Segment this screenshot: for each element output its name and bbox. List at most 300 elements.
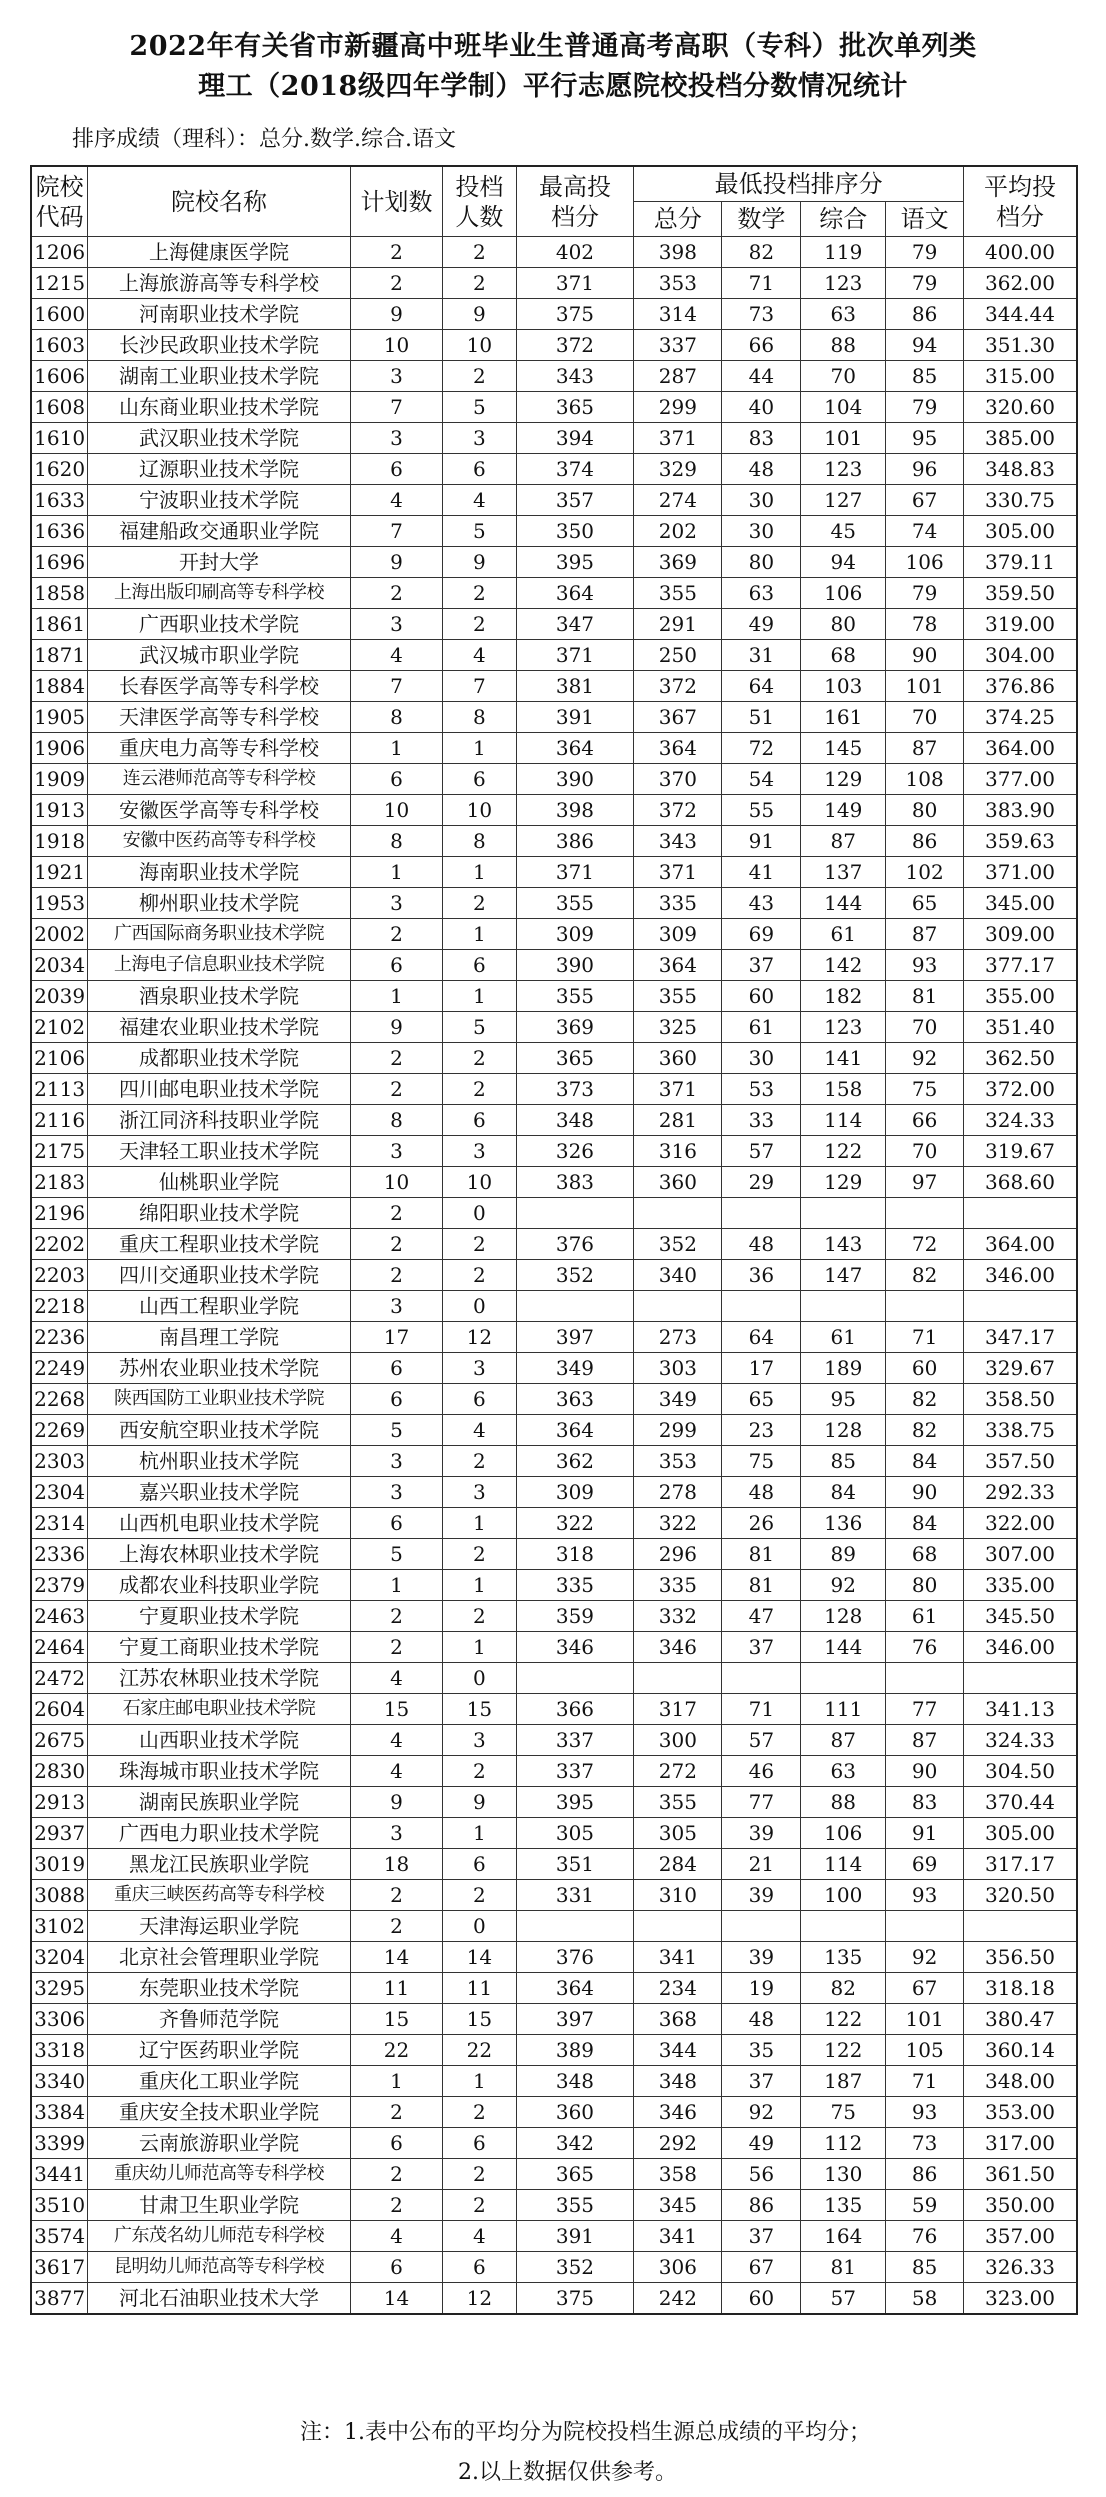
- cell-avg: [963, 1198, 1077, 1229]
- cell-comp: 141: [801, 1043, 886, 1074]
- cell-math: 60: [722, 2283, 801, 2315]
- cell-admitted: 2: [443, 609, 517, 640]
- cell-max: 376: [516, 1942, 634, 1973]
- cell-chinese: 92: [886, 1942, 964, 1973]
- cell-math: 39: [722, 1818, 801, 1849]
- cell-name: 天津海运职业学院: [88, 1911, 351, 1942]
- cell-code: 3510: [31, 2190, 88, 2221]
- cell-avg: 371.00: [963, 857, 1077, 888]
- header-code: 院校代码: [31, 166, 88, 237]
- cell-math: 86: [722, 2190, 801, 2221]
- cell-math: 77: [722, 1787, 801, 1818]
- table-row: [31, 2190, 1077, 2221]
- cell-chinese: 90: [886, 1477, 964, 1508]
- cell-admitted: 12: [443, 2283, 517, 2315]
- cell-max: 346: [516, 1632, 634, 1663]
- cell-name: 安徽中医药高等专科学校: [88, 826, 351, 857]
- cell-chinese: 70: [886, 1012, 964, 1043]
- cell-plan: 2: [350, 1911, 442, 1942]
- cell-plan: 6: [350, 1508, 442, 1539]
- cell-total: 284: [634, 1849, 722, 1880]
- cell-comp: 128: [801, 1601, 886, 1632]
- cell-plan: 2: [350, 268, 442, 299]
- cell-plan: 3: [350, 1291, 442, 1322]
- cell-code: 2202: [31, 1229, 88, 1260]
- cell-admitted: 8: [443, 826, 517, 857]
- cell-plan: 6: [350, 454, 442, 485]
- cell-comp: 114: [801, 1105, 886, 1136]
- cell-code: 2249: [31, 1353, 88, 1384]
- cell-name: 上海旅游高等专科学校: [88, 268, 351, 299]
- cell-name: 广西国际商务职业技术学院: [88, 919, 351, 950]
- cell-avg: 322.00: [963, 1508, 1077, 1539]
- cell-plan: 2: [350, 578, 442, 609]
- cell-total: 355: [634, 981, 722, 1012]
- cell-name: 昆明幼儿师范高等专科学校: [88, 2252, 351, 2283]
- cell-max: 369: [516, 1012, 634, 1043]
- cell-avg: 345.50: [963, 1601, 1077, 1632]
- cell-avg: 329.67: [963, 1353, 1077, 1384]
- table-row: [31, 299, 1077, 330]
- cell-total: 398: [634, 237, 722, 268]
- cell-max: 364: [516, 578, 634, 609]
- cell-name: 山东商业职业技术学院: [88, 392, 351, 423]
- cell-chinese: 80: [886, 1570, 964, 1601]
- cell-avg: 345.00: [963, 888, 1077, 919]
- cell-admitted: 11: [443, 1973, 517, 2004]
- cell-total: 335: [634, 888, 722, 919]
- table-row: [31, 2221, 1077, 2252]
- cell-comp: 63: [801, 299, 886, 330]
- cell-name: 酒泉职业技术学院: [88, 981, 351, 1012]
- cell-name: 宁夏职业技术学院: [88, 1601, 351, 1632]
- cell-code: 1215: [31, 268, 88, 299]
- table-body: [31, 237, 1077, 2315]
- cell-max: 359: [516, 1601, 634, 1632]
- cell-math: 81: [722, 1539, 801, 1570]
- table-row: [31, 888, 1077, 919]
- cell-admitted: 10: [443, 795, 517, 826]
- cell-name: 四川邮电职业技术学院: [88, 1074, 351, 1105]
- cell-math: 60: [722, 981, 801, 1012]
- cell-total: 296: [634, 1539, 722, 1570]
- cell-name: 福建船政交通职业学院: [88, 516, 351, 547]
- cell-plan: 4: [350, 640, 442, 671]
- cell-comp: 158: [801, 1074, 886, 1105]
- cell-avg: 380.47: [963, 2004, 1077, 2035]
- cell-comp: 95: [801, 1384, 886, 1415]
- cell-total: 287: [634, 361, 722, 392]
- table-row: [31, 1911, 1077, 1942]
- cell-chinese: [886, 1198, 964, 1229]
- cell-total: [634, 1663, 722, 1694]
- cell-chinese: 79: [886, 237, 964, 268]
- table-row: [31, 1322, 1077, 1353]
- cell-comp: 119: [801, 237, 886, 268]
- cell-admitted: 3: [443, 1353, 517, 1384]
- cell-code: 1913: [31, 795, 88, 826]
- cell-chinese: 71: [886, 1322, 964, 1353]
- cell-max: [516, 1911, 634, 1942]
- cell-admitted: 1: [443, 1632, 517, 1663]
- cell-math: 83: [722, 423, 801, 454]
- cell-code: 1905: [31, 702, 88, 733]
- cell-avg: 305.00: [963, 1818, 1077, 1849]
- cell-plan: 1: [350, 857, 442, 888]
- cell-plan: 8: [350, 702, 442, 733]
- cell-max: [516, 1291, 634, 1322]
- cell-admitted: 0: [443, 1911, 517, 1942]
- cell-admitted: 3: [443, 423, 517, 454]
- cell-avg: 355.00: [963, 981, 1077, 1012]
- table-row: [31, 1570, 1077, 1601]
- cell-name: 重庆工程职业技术学院: [88, 1229, 351, 1260]
- cell-max: 337: [516, 1756, 634, 1787]
- cell-name: 甘肃卫生职业学院: [88, 2190, 351, 2221]
- cell-admitted: 2: [443, 1880, 517, 1911]
- cell-avg: 356.50: [963, 1942, 1077, 1973]
- cell-comp: 182: [801, 981, 886, 1012]
- cell-chinese: 79: [886, 578, 964, 609]
- table-row: [31, 2004, 1077, 2035]
- cell-code: 2002: [31, 919, 88, 950]
- cell-code: 1909: [31, 764, 88, 795]
- cell-avg: 376.86: [963, 671, 1077, 702]
- cell-math: 39: [722, 1942, 801, 1973]
- cell-code: 2106: [31, 1043, 88, 1074]
- cell-code: 2268: [31, 1384, 88, 1415]
- cell-plan: 17: [350, 1322, 442, 1353]
- cell-admitted: 9: [443, 547, 517, 578]
- cell-code: 2183: [31, 1167, 88, 1198]
- cell-plan: 14: [350, 2283, 442, 2315]
- cell-chinese: 85: [886, 2252, 964, 2283]
- table-row: [31, 1229, 1077, 1260]
- cell-total: 274: [634, 485, 722, 516]
- cell-math: 54: [722, 764, 801, 795]
- cell-plan: 4: [350, 1663, 442, 1694]
- cell-comp: 88: [801, 1787, 886, 1818]
- cell-math: 67: [722, 2252, 801, 2283]
- cell-math: 63: [722, 578, 801, 609]
- cell-chinese: 93: [886, 1880, 964, 1911]
- cell-comp: 63: [801, 1756, 886, 1787]
- cell-name: 重庆三峡医药高等专科学校: [88, 1880, 351, 1911]
- cell-max: [516, 1663, 634, 1694]
- cell-code: 1620: [31, 454, 88, 485]
- table-row: [31, 1446, 1077, 1477]
- cell-plan: 10: [350, 330, 442, 361]
- cell-math: 41: [722, 857, 801, 888]
- table-row: [31, 392, 1077, 423]
- cell-total: 281: [634, 1105, 722, 1136]
- cell-admitted: 4: [443, 1415, 517, 1446]
- cell-admitted: 5: [443, 392, 517, 423]
- cell-chinese: 84: [886, 1508, 964, 1539]
- cell-total: 353: [634, 1446, 722, 1477]
- cell-plan: 6: [350, 2128, 442, 2159]
- cell-max: [516, 1198, 634, 1229]
- cell-admitted: 14: [443, 1942, 517, 1973]
- cell-comp: 112: [801, 2128, 886, 2159]
- cell-max: 305: [516, 1818, 634, 1849]
- cell-code: 1921: [31, 857, 88, 888]
- cell-total: 305: [634, 1818, 722, 1849]
- cell-name: 云南旅游职业学院: [88, 2128, 351, 2159]
- cell-max: 363: [516, 1384, 634, 1415]
- cell-comp: 89: [801, 1539, 886, 1570]
- cell-plan: 6: [350, 1384, 442, 1415]
- cell-chinese: 94: [886, 330, 964, 361]
- cell-math: 55: [722, 795, 801, 826]
- cell-plan: 1: [350, 981, 442, 1012]
- cell-math: 64: [722, 1322, 801, 1353]
- cell-max: 318: [516, 1539, 634, 1570]
- cell-total: 372: [634, 795, 722, 826]
- cell-comp: 87: [801, 1725, 886, 1756]
- cell-comp: 61: [801, 919, 886, 950]
- cell-math: 46: [722, 1756, 801, 1787]
- cell-chinese: 86: [886, 299, 964, 330]
- cell-code: 3295: [31, 1973, 88, 2004]
- cell-avg: 330.75: [963, 485, 1077, 516]
- cell-chinese: 60: [886, 1353, 964, 1384]
- header-min-rank: 最低投档排序分: [634, 166, 964, 202]
- cell-plan: 1: [350, 2066, 442, 2097]
- header-chinese: 语文: [886, 202, 964, 237]
- cell-max: 398: [516, 795, 634, 826]
- cell-comp: 103: [801, 671, 886, 702]
- cell-name: 柳州职业技术学院: [88, 888, 351, 919]
- cell-plan: 11: [350, 1973, 442, 2004]
- cell-avg: 358.50: [963, 1384, 1077, 1415]
- cell-math: 17: [722, 1353, 801, 1384]
- cell-name: 黑龙江民族职业学院: [88, 1849, 351, 1880]
- cell-name: 海南职业技术学院: [88, 857, 351, 888]
- cell-admitted: 1: [443, 1570, 517, 1601]
- cell-admitted: 4: [443, 2221, 517, 2252]
- cell-code: 1953: [31, 888, 88, 919]
- cell-name: 福建农业职业技术学院: [88, 1012, 351, 1043]
- cell-chinese: 80: [886, 795, 964, 826]
- cell-plan: 5: [350, 1539, 442, 1570]
- cell-admitted: 2: [443, 1756, 517, 1787]
- cell-comp: 137: [801, 857, 886, 888]
- cell-total: 337: [634, 330, 722, 361]
- cell-code: 2937: [31, 1818, 88, 1849]
- cell-code: 1861: [31, 609, 88, 640]
- table-row: [31, 1291, 1077, 1322]
- cell-avg: 346.00: [963, 1260, 1077, 1291]
- cell-plan: 7: [350, 671, 442, 702]
- cell-max: 343: [516, 361, 634, 392]
- cell-total: 272: [634, 1756, 722, 1787]
- cell-avg: [963, 1291, 1077, 1322]
- cell-chinese: 105: [886, 2035, 964, 2066]
- table-row: [31, 764, 1077, 795]
- cell-chinese: 69: [886, 1849, 964, 1880]
- cell-admitted: 4: [443, 485, 517, 516]
- cell-total: 309: [634, 919, 722, 950]
- cell-plan: 9: [350, 299, 442, 330]
- cell-chinese: 67: [886, 485, 964, 516]
- cell-chinese: 84: [886, 1446, 964, 1477]
- cell-code: 3088: [31, 1880, 88, 1911]
- cell-total: 291: [634, 609, 722, 640]
- cell-math: 80: [722, 547, 801, 578]
- header-total: 总分: [634, 202, 722, 237]
- table-row: [31, 1136, 1077, 1167]
- cell-plan: 4: [350, 1756, 442, 1787]
- cell-admitted: 2: [443, 1229, 517, 1260]
- cell-admitted: 2: [443, 1043, 517, 1074]
- table-row: [31, 2097, 1077, 2128]
- cell-avg: 324.33: [963, 1725, 1077, 1756]
- cell-code: 3384: [31, 2097, 88, 2128]
- cell-max: 383: [516, 1167, 634, 1198]
- cell-total: 372: [634, 671, 722, 702]
- cell-admitted: 6: [443, 1105, 517, 1136]
- cell-admitted: 2: [443, 578, 517, 609]
- cell-max: 331: [516, 1880, 634, 1911]
- cell-comp: 130: [801, 2159, 886, 2190]
- cell-max: 389: [516, 2035, 634, 2066]
- title-line-1: 2022年有关省市新疆高中班毕业生普通高考高职（专科）批次单列类: [129, 31, 977, 62]
- cell-code: 1600: [31, 299, 88, 330]
- cell-admitted: 2: [443, 2097, 517, 2128]
- cell-total: 346: [634, 1632, 722, 1663]
- cell-avg: 315.00: [963, 361, 1077, 392]
- cell-name: 重庆安全技术职业学院: [88, 2097, 351, 2128]
- table-row: [31, 981, 1077, 1012]
- cell-avg: 362.50: [963, 1043, 1077, 1074]
- cell-max: 365: [516, 392, 634, 423]
- cell-chinese: 67: [886, 1973, 964, 2004]
- cell-plan: 2: [350, 1074, 442, 1105]
- cell-name: 珠海城市职业技术学院: [88, 1756, 351, 1787]
- cell-avg: 351.30: [963, 330, 1077, 361]
- cell-name: 浙江同济科技职业学院: [88, 1105, 351, 1136]
- cell-code: 2113: [31, 1074, 88, 1105]
- table-row: [31, 1725, 1077, 1756]
- title-line-2: 理工（2018级四年学制）平行志愿院校投档分数情况统计: [198, 71, 908, 102]
- cell-math: [722, 1911, 801, 1942]
- cell-plan: 9: [350, 547, 442, 578]
- cell-plan: 2: [350, 237, 442, 268]
- cell-comp: 135: [801, 2190, 886, 2221]
- table-row: [31, 361, 1077, 392]
- cell-plan: 2: [350, 2097, 442, 2128]
- cell-code: 2039: [31, 981, 88, 1012]
- cell-avg: 364.00: [963, 733, 1077, 764]
- cell-plan: 2: [350, 1601, 442, 1632]
- cell-comp: 45: [801, 516, 886, 547]
- cell-max: 375: [516, 299, 634, 330]
- cell-plan: 3: [350, 1477, 442, 1508]
- cell-math: 48: [722, 454, 801, 485]
- cell-admitted: 2: [443, 2190, 517, 2221]
- rank-note: 排序成绩（理科）：总分.数学.综合.语文: [72, 127, 456, 152]
- cell-avg: 351.40: [963, 1012, 1077, 1043]
- cell-math: 72: [722, 733, 801, 764]
- cell-comp: 147: [801, 1260, 886, 1291]
- cell-comp: 144: [801, 888, 886, 919]
- cell-plan: 6: [350, 950, 442, 981]
- cell-total: [634, 1198, 722, 1229]
- cell-plan: 14: [350, 1942, 442, 1973]
- cell-chinese: 91: [886, 1818, 964, 1849]
- cell-avg: [963, 1911, 1077, 1942]
- cell-code: 2303: [31, 1446, 88, 1477]
- cell-chinese: 87: [886, 919, 964, 950]
- cell-avg: 335.00: [963, 1570, 1077, 1601]
- cell-comp: 129: [801, 764, 886, 795]
- cell-comp: 87: [801, 826, 886, 857]
- cell-plan: 1: [350, 733, 442, 764]
- cell-code: 1858: [31, 578, 88, 609]
- cell-chinese: 81: [886, 981, 964, 1012]
- cell-max: 350: [516, 516, 634, 547]
- cell-admitted: 2: [443, 237, 517, 268]
- cell-admitted: 1: [443, 2066, 517, 2097]
- cell-code: 2203: [31, 1260, 88, 1291]
- cell-max: 357: [516, 485, 634, 516]
- cell-total: 371: [634, 423, 722, 454]
- cell-comp: [801, 1663, 886, 1694]
- cell-avg: 317.00: [963, 2128, 1077, 2159]
- cell-chinese: 71: [886, 2066, 964, 2097]
- table-row: [31, 950, 1077, 981]
- cell-admitted: 1: [443, 857, 517, 888]
- cell-avg: 307.00: [963, 1539, 1077, 1570]
- cell-name: 西安航空职业技术学院: [88, 1415, 351, 1446]
- header-name: 院校名称: [88, 166, 351, 237]
- cell-math: 71: [722, 1694, 801, 1725]
- cell-plan: 2: [350, 2190, 442, 2221]
- cell-max: 365: [516, 2159, 634, 2190]
- cell-comp: [801, 1291, 886, 1322]
- cell-comp: 123: [801, 1012, 886, 1043]
- cell-comp: 84: [801, 1477, 886, 1508]
- cell-avg: 318.18: [963, 1973, 1077, 2004]
- cell-comp: 57: [801, 2283, 886, 2315]
- cell-avg: 344.44: [963, 299, 1077, 330]
- table-row: [31, 2035, 1077, 2066]
- cell-chinese: 83: [886, 1787, 964, 1818]
- cell-max: 352: [516, 1260, 634, 1291]
- cell-code: 3617: [31, 2252, 88, 2283]
- cell-comp: 70: [801, 361, 886, 392]
- cell-admitted: 15: [443, 1694, 517, 1725]
- cell-math: 81: [722, 1570, 801, 1601]
- cell-total: 322: [634, 1508, 722, 1539]
- cell-plan: 2: [350, 1198, 442, 1229]
- cell-avg: 360.14: [963, 2035, 1077, 2066]
- cell-math: 82: [722, 237, 801, 268]
- table-row: [31, 454, 1077, 485]
- cell-code: 3019: [31, 1849, 88, 1880]
- cell-chinese: 76: [886, 1632, 964, 1663]
- table-row: [31, 578, 1077, 609]
- cell-comp: 80: [801, 609, 886, 640]
- cell-total: 344: [634, 2035, 722, 2066]
- table-row: [31, 1663, 1077, 1694]
- cell-total: 369: [634, 547, 722, 578]
- cell-plan: 5: [350, 1415, 442, 1446]
- cell-name: 绵阳职业技术学院: [88, 1198, 351, 1229]
- cell-total: 250: [634, 640, 722, 671]
- cell-avg: 319.00: [963, 609, 1077, 640]
